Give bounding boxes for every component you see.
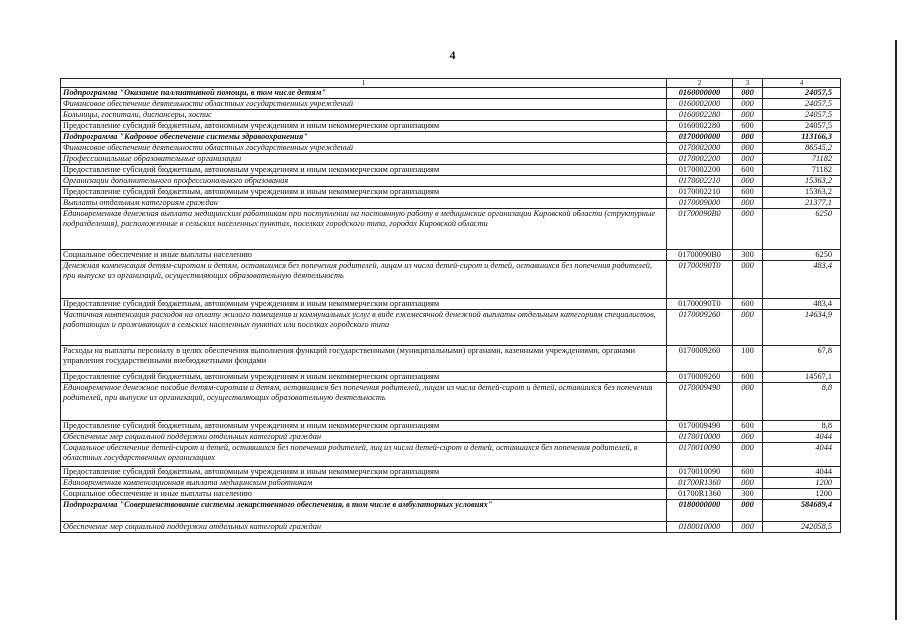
row-amount: 86545,2 <box>763 143 841 154</box>
row-name: Выплаты отдельным категориям граждан <box>61 198 667 209</box>
row-amount: 71182 <box>763 165 841 176</box>
row-kind: 600 <box>733 165 763 176</box>
row-name: Единовременное денежное пособие детям-сиротам и детям, оставшимся без попечения родителей, лицам из числа детей-сирот и детей, оставшихся без попечения родителей, при выпуске из организаций, осуществляющих образовательную деятельность <box>61 383 667 421</box>
table-row <box>61 478 841 489</box>
row-code: 0170010090 <box>667 467 733 478</box>
row-name: Подпрограмма "Оказание паллиативной помощи, в том числе детям" <box>61 88 667 99</box>
row-code: 0170002200 <box>667 165 733 176</box>
row-kind: 000 <box>733 143 763 154</box>
table-row <box>61 421 841 432</box>
row-name: Обеспечение мер социальной поддержки отдельных категорий граждан <box>61 522 667 533</box>
row-kind: 000 <box>733 383 763 421</box>
row-amount: 483,4 <box>763 261 841 299</box>
table-row <box>61 372 841 383</box>
row-amount: 6250 <box>763 209 841 250</box>
row-name: Предоставление субсидий бюджетным, автономным учреждениям и иным некоммерческим организациям <box>61 467 667 478</box>
table-row <box>61 198 841 209</box>
table-row <box>61 500 841 522</box>
table-row <box>61 522 841 533</box>
row-code: 0170002200 <box>667 154 733 165</box>
row-name: Предоставление субсидий бюджетным, автономным учреждениям и иным некоммерческим организациям <box>61 121 667 132</box>
row-kind: 100 <box>733 346 763 372</box>
row-name: Профессиональные образовательные организации <box>61 154 667 165</box>
row-amount: 584689,4 <box>763 500 841 522</box>
row-amount: 6250 <box>763 250 841 261</box>
row-amount: 1200 <box>763 478 841 489</box>
row-amount: 21377,1 <box>763 198 841 209</box>
row-kind: 000 <box>733 209 763 250</box>
row-code: 0170002210 <box>667 187 733 198</box>
row-code: 0170009260 <box>667 372 733 383</box>
table-row <box>61 165 841 176</box>
row-amount: 24057,5 <box>763 99 841 110</box>
row-kind: 000 <box>733 261 763 299</box>
row-amount: 15363,2 <box>763 176 841 187</box>
row-code: 0170009000 <box>667 198 733 209</box>
row-code: 0160000000 <box>667 88 733 99</box>
row-code: 0160002280 <box>667 121 733 132</box>
table-row <box>61 143 841 154</box>
table-row <box>61 88 841 99</box>
row-amount: 24057,5 <box>763 110 841 121</box>
row-kind: 000 <box>733 443 763 467</box>
row-kind: 600 <box>733 372 763 383</box>
column-header-2: 2 <box>667 79 733 88</box>
row-amount: 8,8 <box>763 383 841 421</box>
row-code: 0180000000 <box>667 500 733 522</box>
row-kind: 000 <box>733 500 763 522</box>
row-name: Подпрограмма "Совершенствование системы лекарственного обеспечения, в том числе в амбулаторных условиях" <box>61 500 667 522</box>
row-name: Финансовое обеспечение деятельности областных государственных учреждений <box>61 143 667 154</box>
row-amount: 14634,9 <box>763 310 841 346</box>
table-row <box>61 383 841 421</box>
row-name: Больницы, госпитали, диспансеры, хоспис <box>61 110 667 121</box>
row-code: 0170010090 <box>667 443 733 467</box>
table-row <box>61 467 841 478</box>
row-amount: 24057,5 <box>763 121 841 132</box>
row-kind: 000 <box>733 154 763 165</box>
table-row <box>61 489 841 500</box>
row-kind: 000 <box>733 478 763 489</box>
row-kind: 000 <box>733 88 763 99</box>
row-kind: 000 <box>733 132 763 143</box>
table-row <box>61 110 841 121</box>
table-row <box>61 310 841 346</box>
row-code: 0160002280 <box>667 110 733 121</box>
page-number: 4 <box>449 48 456 62</box>
row-kind: 000 <box>733 176 763 187</box>
row-amount: 14567,1 <box>763 372 841 383</box>
row-kind: 000 <box>733 310 763 346</box>
table-row <box>61 121 841 132</box>
row-name: Предоставление субсидий бюджетным, автономным учреждениям и иным некоммерческим организациям <box>61 187 667 198</box>
row-kind: 600 <box>733 467 763 478</box>
row-name: Социальное обеспечение и иные выплаты населению <box>61 489 667 500</box>
row-kind: 000 <box>733 432 763 443</box>
row-code: 01700R1360 <box>667 478 733 489</box>
row-code: 0170009260 <box>667 346 733 372</box>
row-name: Финансовое обеспечение деятельности областных государственных учреждений <box>61 99 667 110</box>
table-row <box>61 187 841 198</box>
row-amount: 15363,2 <box>763 187 841 198</box>
row-kind: 300 <box>733 250 763 261</box>
row-kind: 300 <box>733 489 763 500</box>
row-kind: 600 <box>733 299 763 310</box>
row-amount: 4044 <box>763 467 841 478</box>
row-code: 0170009490 <box>667 421 733 432</box>
row-name: Частичная компенсация расходов на оплату жилого помещения и коммунальных услуг в виде ежемесячной денежной выплаты отдельным категориям специалистов, работающих и проживающих в сельских населенных пунктах или поселках городского типа <box>61 310 667 346</box>
row-name: Расходы на выплаты персоналу в целях обеспечения выполнения функций государственными (муниципальными) органами, казенными учреждениями, органами управления государственными внебюджетными фондами <box>61 346 667 372</box>
column-header-row <box>61 79 841 88</box>
table-row <box>61 250 841 261</box>
table-row <box>61 443 841 467</box>
row-name: Предоставление субсидий бюджетным, автономным учреждениям и иным некоммерческим организациям <box>61 299 667 310</box>
row-kind: 000 <box>733 99 763 110</box>
row-code: 0170002000 <box>667 143 733 154</box>
table-row <box>61 154 841 165</box>
row-code: 0170002210 <box>667 176 733 187</box>
row-name: Организации дополнительного профессионального образования <box>61 176 667 187</box>
row-kind: 000 <box>733 198 763 209</box>
row-code: 01700R1360 <box>667 489 733 500</box>
row-kind: 600 <box>733 421 763 432</box>
row-amount: 483,4 <box>763 299 841 310</box>
row-code: 01700090Т0 <box>667 299 733 310</box>
table-row <box>61 132 841 143</box>
column-header-3: 3 <box>733 79 763 88</box>
budget-table <box>60 78 841 533</box>
row-name: Обеспечение мер социальной поддержки отдельных категорий граждан <box>61 432 667 443</box>
row-amount: 24057,5 <box>763 88 841 99</box>
row-kind: 600 <box>733 187 763 198</box>
row-code: 01700090В0 <box>667 209 733 250</box>
table-row <box>61 346 841 372</box>
row-code: 0170009490 <box>667 383 733 421</box>
row-name: Единовременная денежная выплата медицинским работникам при поступлении на постоянную работу в медицинские организации Кировской области (структурные подразделения), расположенные в сельских населенных пунктах, поселках городского типа, городах Кировской области <box>61 209 667 250</box>
row-amount: 4044 <box>763 443 841 467</box>
row-name: Единовременная компенсационная выплата медицинским работникам <box>61 478 667 489</box>
row-name: Предоставление субсидий бюджетным, автономным учреждениям и иным некоммерческим организациям <box>61 165 667 176</box>
row-code: 0170000000 <box>667 132 733 143</box>
row-code: 0170009260 <box>667 310 733 346</box>
table-row <box>61 99 841 110</box>
column-header-4: 4 <box>763 79 841 88</box>
row-code: 01700090В0 <box>667 250 733 261</box>
table-row <box>61 432 841 443</box>
row-amount: 67,8 <box>763 346 841 372</box>
row-code: 01700090Т0 <box>667 261 733 299</box>
row-amount: 4044 <box>763 432 841 443</box>
row-name: Социальное обеспечение детей-сирот и детей, оставшихся без попечения родителей, лиц из числа детей-сирот и детей, оставшихся без попечения родителей, в областных государственных организациях <box>61 443 667 467</box>
row-kind: 000 <box>733 522 763 533</box>
row-amount: 71182 <box>763 154 841 165</box>
row-amount: 113166,3 <box>763 132 841 143</box>
row-code: 0170010000 <box>667 432 733 443</box>
table-row <box>61 299 841 310</box>
row-code: 0160002000 <box>667 99 733 110</box>
row-code: 0180010000 <box>667 522 733 533</box>
row-kind: 600 <box>733 121 763 132</box>
row-name: Социальное обеспечение и иные выплаты населению <box>61 250 667 261</box>
table-row <box>61 261 841 299</box>
row-amount: 242058,5 <box>763 522 841 533</box>
row-amount: 8,8 <box>763 421 841 432</box>
row-kind: 000 <box>733 110 763 121</box>
row-name: Предоставление субсидий бюджетным, автономным учреждениям и иным некоммерческим организациям <box>61 421 667 432</box>
table-row <box>61 176 841 187</box>
row-name: Подпрограмма "Кадровое обеспечение системы здравоохранения" <box>61 132 667 143</box>
page-edge-line <box>895 40 897 620</box>
row-name: Денежная компенсация детям-сиротам и детям, оставшимся без попечения родителей, лицам из числа детей-сирот и детей, оставшихся без попечения родителей, при выпуске из организаций, осуществляющих образовательную деятельность <box>61 261 667 299</box>
row-amount: 1200 <box>763 489 841 500</box>
column-header-1: 1 <box>61 79 667 88</box>
row-name: Предоставление субсидий бюджетным, автономным учреждениям и иным некоммерческим организациям <box>61 372 667 383</box>
table-row <box>61 209 841 250</box>
